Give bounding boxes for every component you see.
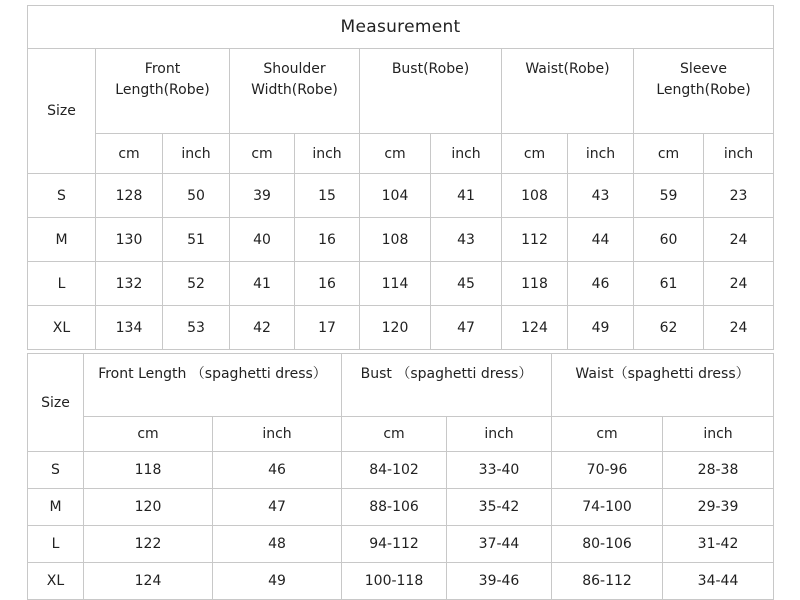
table-row xyxy=(28,262,774,306)
value-cell: 62 xyxy=(634,306,704,350)
header-line: Waist(Robe) xyxy=(525,61,610,77)
value-cell: 46 xyxy=(568,262,634,306)
value-cell: 50 xyxy=(163,174,230,218)
table-row xyxy=(28,526,774,563)
robe-measurement-table xyxy=(27,5,774,350)
value-cell: 41 xyxy=(230,262,295,306)
bust-robe-header xyxy=(360,49,502,134)
front-length-robe-header xyxy=(96,49,230,134)
table-row xyxy=(28,218,774,262)
value-cell: 104 xyxy=(360,174,431,218)
value-cell: 47 xyxy=(213,489,342,526)
unit-cm: cm xyxy=(552,417,663,452)
unit-inch: inch xyxy=(447,417,552,452)
value-cell: 41 xyxy=(431,174,502,218)
unit-inch: inch xyxy=(163,134,230,174)
value-cell: 44 xyxy=(568,218,634,262)
value-cell: 130 xyxy=(96,218,163,262)
value-cell: 120 xyxy=(360,306,431,350)
value-cell: 122 xyxy=(84,526,213,563)
size-cell: L xyxy=(28,526,84,563)
front-length-spaghetti-header: Front Length （spaghetti dress） xyxy=(84,354,342,417)
size-cell: S xyxy=(28,174,96,218)
spaghetti-dress-measurement-table xyxy=(27,353,774,600)
sleeve-length-robe-header xyxy=(634,49,774,134)
value-cell: 70-96 xyxy=(552,452,663,489)
value-cell: 40 xyxy=(230,218,295,262)
value-cell: 52 xyxy=(163,262,230,306)
unit-inch: inch xyxy=(295,134,360,174)
value-cell: 37-44 xyxy=(447,526,552,563)
shoulder-width-robe-header xyxy=(230,49,360,134)
header-line: Length(Robe) xyxy=(656,82,751,98)
value-cell: 16 xyxy=(295,218,360,262)
value-cell: 59 xyxy=(634,174,704,218)
header-line: Shoulder xyxy=(263,61,326,77)
value-cell: 84-102 xyxy=(342,452,447,489)
unit-cm: cm xyxy=(342,417,447,452)
size-cell: XL xyxy=(28,563,84,600)
value-cell: 24 xyxy=(704,306,774,350)
bust-spaghetti-header: Bust （spaghetti dress） xyxy=(342,354,552,417)
value-cell: 112 xyxy=(502,218,568,262)
table-row xyxy=(28,306,774,350)
size-cell: XL xyxy=(28,306,96,350)
value-cell: 51 xyxy=(163,218,230,262)
header-line: Length(Robe) xyxy=(115,82,210,98)
value-cell: 128 xyxy=(96,174,163,218)
value-cell: 124 xyxy=(84,563,213,600)
value-cell: 94-112 xyxy=(342,526,447,563)
waist-spaghetti-header: Waist（spaghetti dress） xyxy=(552,354,774,417)
value-cell: 24 xyxy=(704,262,774,306)
header-line: Sleeve xyxy=(680,61,727,77)
unit-inch: inch xyxy=(213,417,342,452)
unit-inch: inch xyxy=(568,134,634,174)
unit-cm: cm xyxy=(360,134,431,174)
size-cell: M xyxy=(28,489,84,526)
unit-cm: cm xyxy=(96,134,163,174)
value-cell: 47 xyxy=(431,306,502,350)
value-cell: 60 xyxy=(634,218,704,262)
value-cell: 53 xyxy=(163,306,230,350)
value-cell: 43 xyxy=(431,218,502,262)
value-cell: 114 xyxy=(360,262,431,306)
value-cell: 15 xyxy=(295,174,360,218)
table-title: Measurement xyxy=(28,6,774,49)
table-row xyxy=(28,174,774,218)
unit-inch: inch xyxy=(431,134,502,174)
value-cell: 43 xyxy=(568,174,634,218)
value-cell: 35-42 xyxy=(447,489,552,526)
value-cell: 132 xyxy=(96,262,163,306)
value-cell: 120 xyxy=(84,489,213,526)
value-cell: 49 xyxy=(568,306,634,350)
value-cell: 29-39 xyxy=(663,489,774,526)
unit-inch: inch xyxy=(663,417,774,452)
value-cell: 28-38 xyxy=(663,452,774,489)
header-line: Front xyxy=(144,61,181,77)
value-cell: 134 xyxy=(96,306,163,350)
waist-robe-header xyxy=(502,49,634,134)
value-cell: 86-112 xyxy=(552,563,663,600)
value-cell: 39-46 xyxy=(447,563,552,600)
size-cell: S xyxy=(28,452,84,489)
unit-cm: cm xyxy=(502,134,568,174)
value-cell: 118 xyxy=(84,452,213,489)
header-line: Bust(Robe) xyxy=(391,61,470,77)
value-cell: 33-40 xyxy=(447,452,552,489)
unit-inch: inch xyxy=(704,134,774,174)
value-cell: 31-42 xyxy=(663,526,774,563)
value-cell: 23 xyxy=(704,174,774,218)
size-cell: M xyxy=(28,218,96,262)
value-cell: 42 xyxy=(230,306,295,350)
value-cell: 80-106 xyxy=(552,526,663,563)
size-cell: L xyxy=(28,262,96,306)
value-cell: 61 xyxy=(634,262,704,306)
value-cell: 74-100 xyxy=(552,489,663,526)
value-cell: 46 xyxy=(213,452,342,489)
value-cell: 16 xyxy=(295,262,360,306)
unit-cm: cm xyxy=(634,134,704,174)
value-cell: 100-118 xyxy=(342,563,447,600)
size-header: Size xyxy=(28,49,96,174)
value-cell: 45 xyxy=(431,262,502,306)
value-cell: 39 xyxy=(230,174,295,218)
unit-cm: cm xyxy=(230,134,295,174)
table-row xyxy=(28,452,774,489)
table-row xyxy=(28,563,774,600)
value-cell: 108 xyxy=(360,218,431,262)
table-row xyxy=(28,489,774,526)
value-cell: 48 xyxy=(213,526,342,563)
value-cell: 124 xyxy=(502,306,568,350)
value-cell: 34-44 xyxy=(663,563,774,600)
value-cell: 88-106 xyxy=(342,489,447,526)
value-cell: 108 xyxy=(502,174,568,218)
value-cell: 49 xyxy=(213,563,342,600)
value-cell: 17 xyxy=(295,306,360,350)
size-header: Size xyxy=(28,354,84,452)
header-line: Width(Robe) xyxy=(251,82,338,98)
value-cell: 24 xyxy=(704,218,774,262)
unit-cm: cm xyxy=(84,417,213,452)
value-cell: 118 xyxy=(502,262,568,306)
